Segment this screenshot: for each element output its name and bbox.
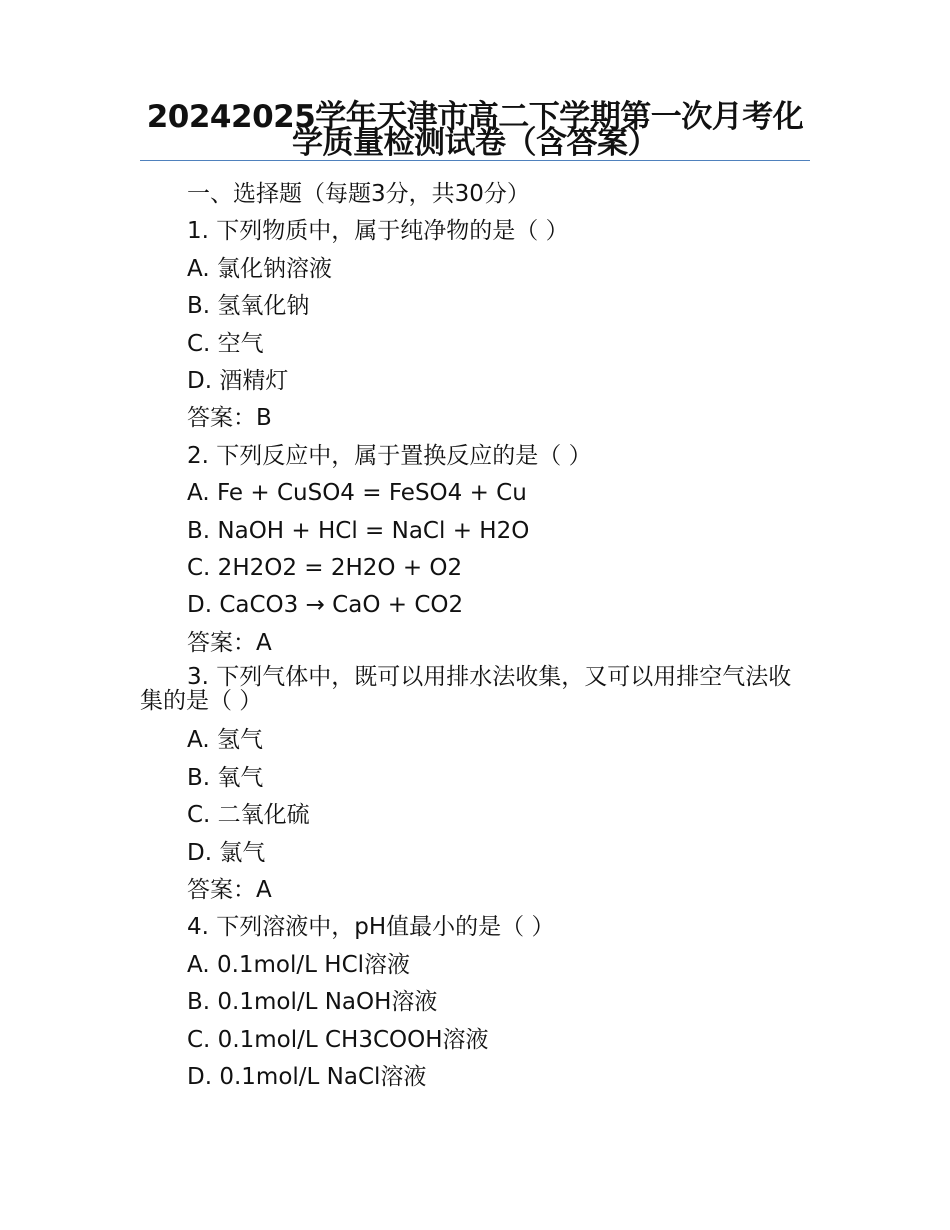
question-1-answer: 答案：B: [187, 405, 272, 432]
question-4-option-b: B. 0.1mol/L NaOH溶液: [187, 989, 438, 1016]
question-3: 3. 下列气体中，既可以用排水法收集，又可以用排空气法收集的是（ ）: [140, 664, 792, 715]
question-4-option-a: A. 0.1mol/L HCl溶液: [187, 951, 411, 978]
question-2-option-c: C. 2H2O2 = 2H2O + O2: [187, 555, 463, 582]
question-3-answer: 答案：A: [187, 876, 272, 903]
question-1-option-d: D. 酒精灯: [187, 368, 289, 395]
question-1: 1. 下列物质中，属于纯净物的是（ ）: [187, 218, 569, 245]
question-3-option-c: C. 二氧化硫: [187, 802, 310, 829]
question-4-option-c: C. 0.1mol/L CH3COOH溶液: [187, 1026, 489, 1053]
question-3-option-d: D. 氯气: [187, 839, 266, 866]
question-1-option-a: A. 氯化钠溶液: [187, 255, 332, 282]
document-title: 20242025学年天津市高二下学期第一次月考化学质量检测试卷（含答案）: [146, 99, 804, 161]
question-3-option-b: B. 氧气: [187, 764, 264, 791]
question-1-option-c: C. 空气: [187, 330, 264, 357]
question-4-option-d: D. 0.1mol/L NaCl溶液: [187, 1063, 427, 1090]
question-2-option-b: B. NaOH + HCl = NaCl + H2O: [187, 517, 530, 544]
question-2-option-a: A. Fe + CuSO4 = FeSO4 + Cu: [187, 480, 527, 507]
question-3-option-a: A. 氢气: [187, 727, 263, 754]
question-2-option-d: D. CaCO3 → CaO + CO2: [187, 592, 464, 619]
question-1-option-b: B. 氢氧化钠: [187, 293, 310, 320]
document-body: [140, 176, 810, 1096]
question-2-answer: 答案：A: [187, 629, 272, 656]
question-2: 2. 下列反应中，属于置换反应的是（ ）: [187, 442, 592, 469]
question-4: 4. 下列溶液中，pH值最小的是（ ）: [187, 914, 555, 941]
section-heading: 一、选择题（每题3分，共30分）: [187, 181, 530, 207]
title-underline: [140, 160, 810, 161]
